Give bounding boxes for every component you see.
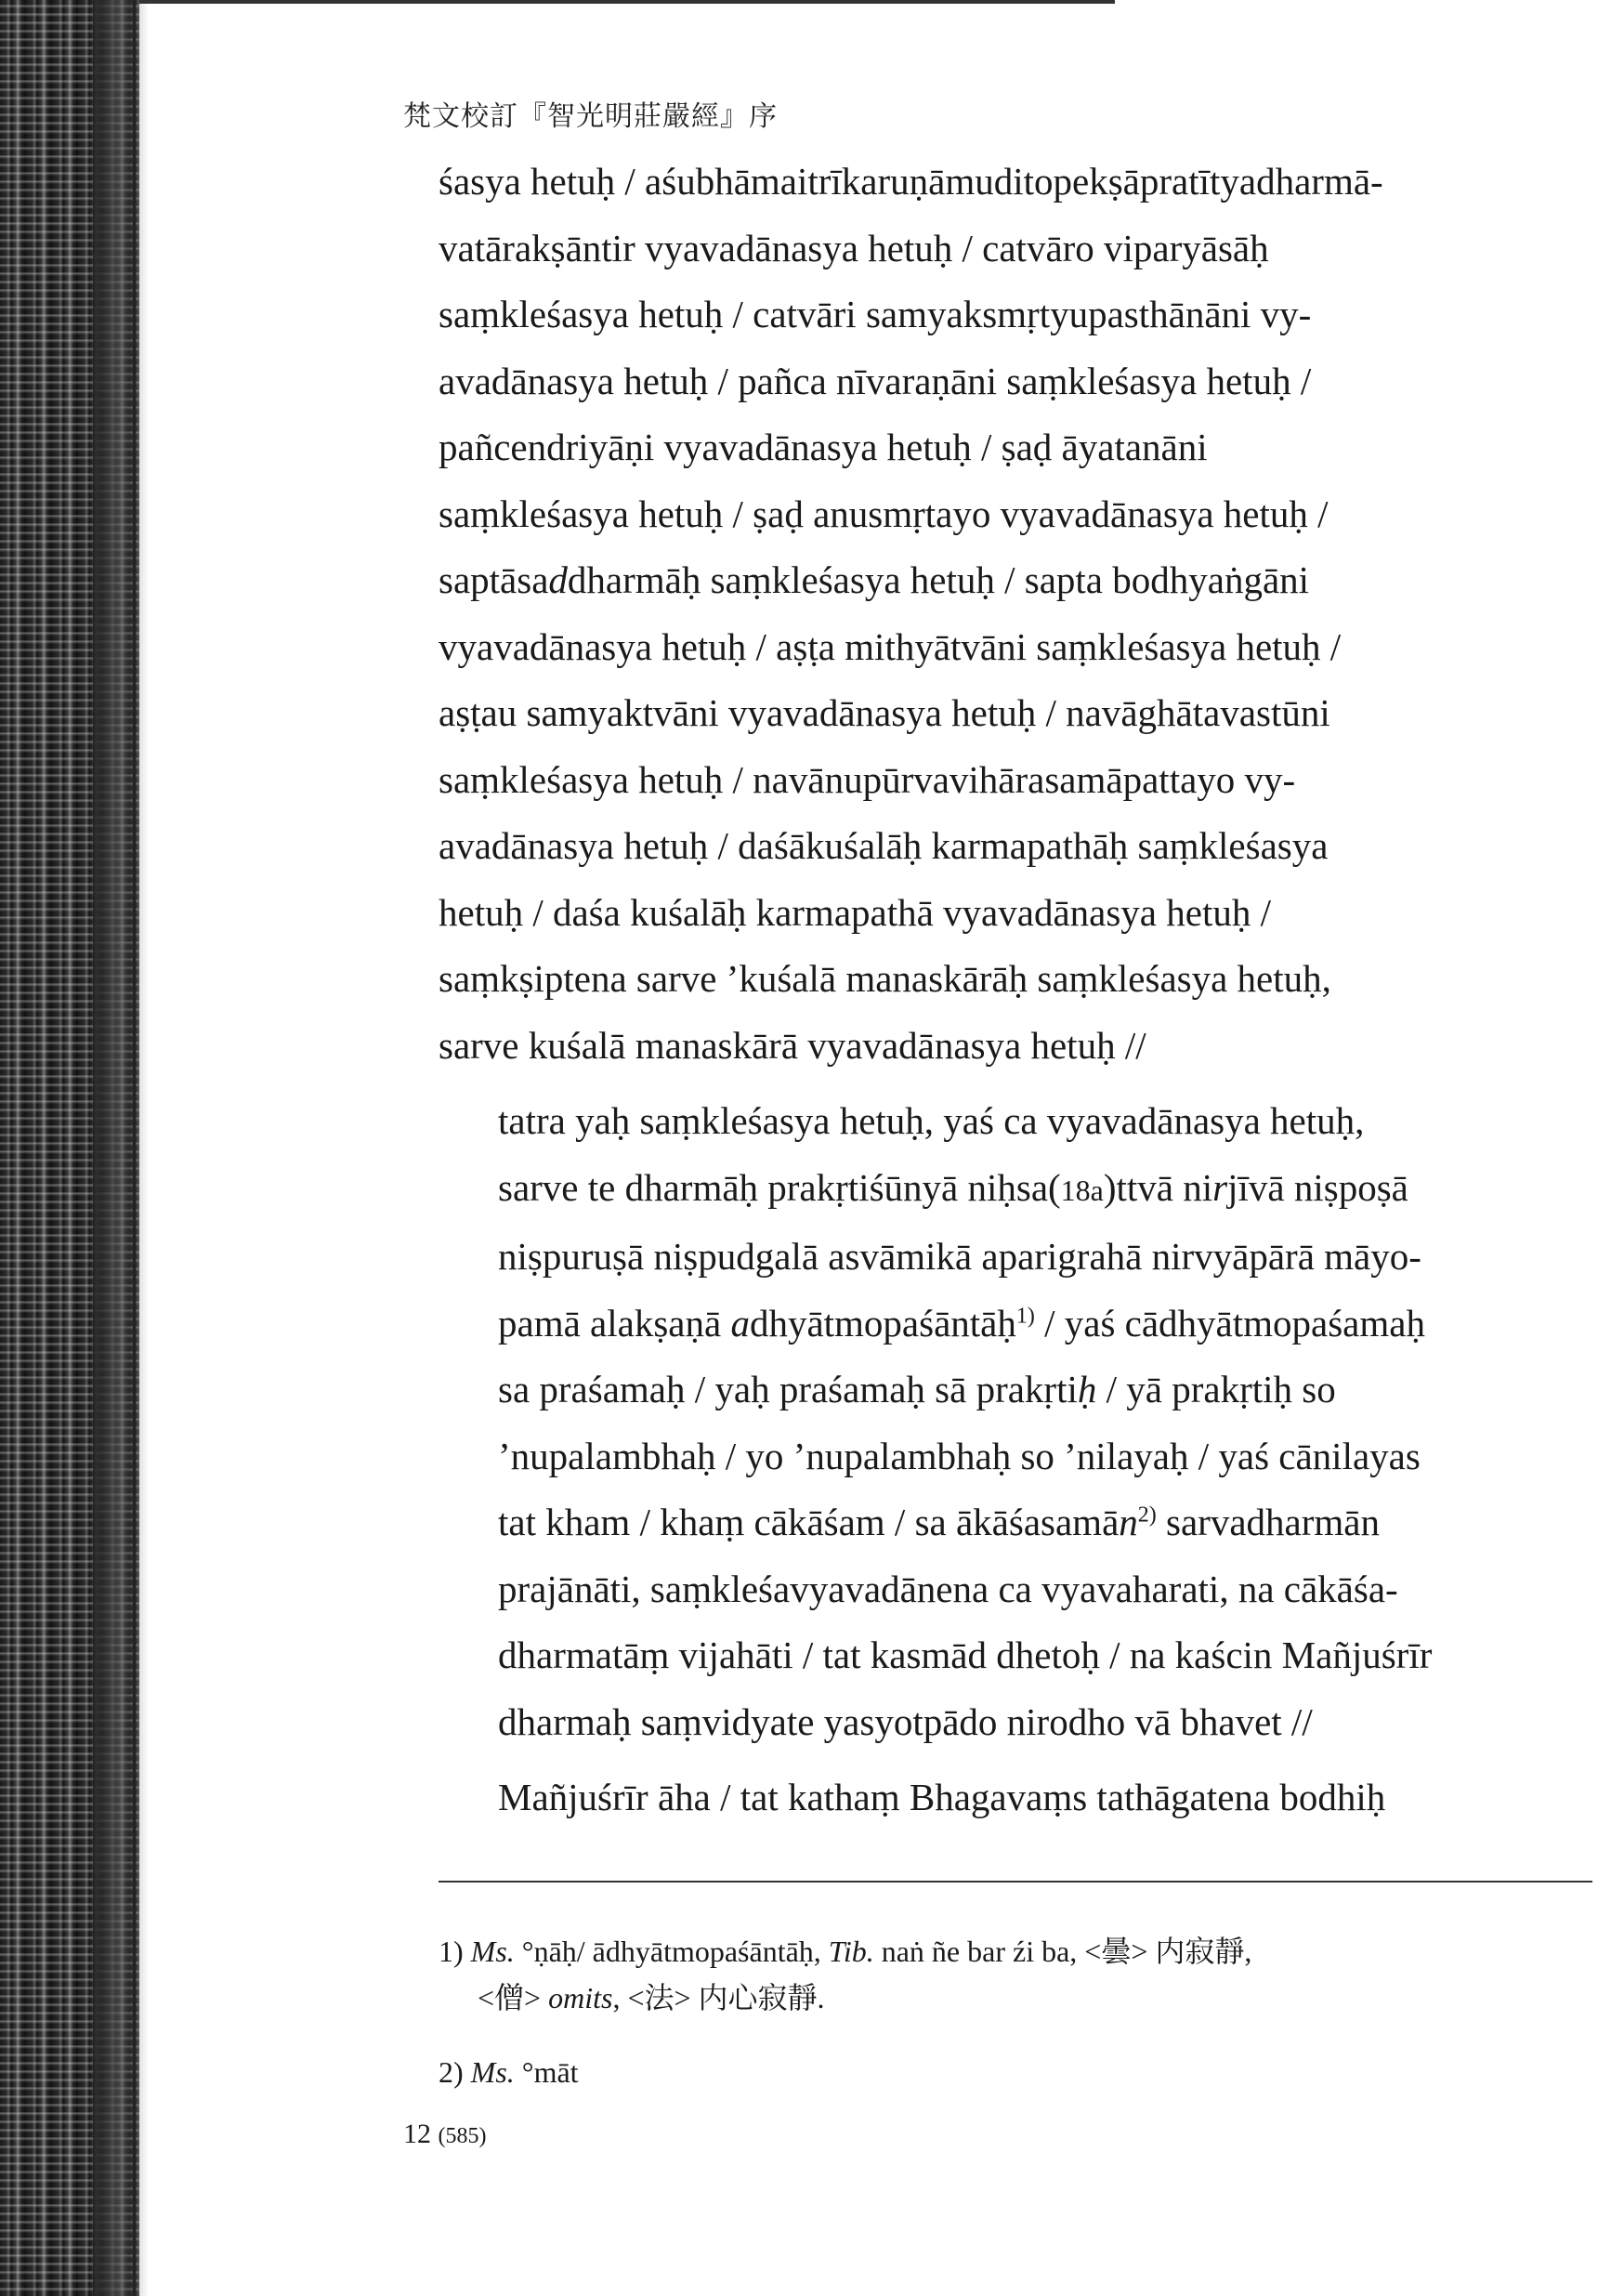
footnote-text: °māt — [514, 2055, 579, 2089]
text-line: dharmaḥ saṃvidyate yasyotpādo nirodho vā bhavet // — [498, 1699, 1313, 1743]
emendation: n — [1119, 1501, 1138, 1543]
text-fragment: jīvā niṣpoṣā — [1227, 1165, 1408, 1209]
footnote-text: naṅ ñe bar źi ba, <曇> 内寂靜, — [873, 1935, 1252, 1968]
text-line: saṃkleśasya hetuḥ / catvāri samyaksmṛtyupasthānāni vy- — [439, 293, 1312, 335]
page-number-original: (585) — [438, 2124, 487, 2148]
main-text — [439, 149, 1600, 1831]
emendation: r — [1212, 1165, 1228, 1209]
binding-shadow — [93, 0, 149, 2296]
footnote-1-continued — [439, 1975, 1592, 2021]
footnote-number: 1) — [439, 1935, 471, 1968]
footnote-text: <僧> — [478, 1981, 549, 2014]
text-line — [439, 1489, 1600, 1556]
text-line: ’nupalambhaḥ / yo ’nupalambhaḥ so ’nilayaḥ / yaś cānilayas — [498, 1434, 1421, 1477]
paragraph-2 — [439, 1088, 1600, 1755]
paragraph-3 — [439, 1765, 1600, 1831]
siglum: Ms. — [470, 2055, 515, 2089]
footnote-remark: omits — [548, 1981, 613, 2014]
text-fragment: sa praśamaḥ / yaḥ praśamaḥ sā prakṛti — [498, 1368, 1078, 1410]
footnotes — [439, 1928, 1592, 2095]
footnote-text: , <法> 内心寂靜. — [612, 1981, 825, 2014]
text-line: saṃkṣiptena sarve ’kuśalā manaskārāḥ saṃkleśasya hetuḥ, — [439, 957, 1331, 1000]
footnote-1 — [439, 1928, 1592, 1975]
text-fragment: saptāsa — [439, 558, 549, 601]
text-line: avadānasya hetuḥ / daśākuśalāḥ karmapathāḥ saṃkleśasya — [439, 824, 1329, 867]
top-edge-bar — [139, 0, 1115, 4]
text-line — [439, 1357, 1600, 1424]
text-line: avadānasya hetuḥ / pañca nīvaraṇāni saṃkleśasya hetuḥ / — [439, 359, 1312, 402]
footnote-divider — [439, 1881, 1592, 1883]
text-line: aṣṭau samyaktvāni vyavadānasya hetuḥ / navāghātavastūni — [439, 691, 1330, 734]
footnote-ref-1: 1) — [1015, 1303, 1035, 1328]
text-line: dharmatāṃ vijahāti / tat kasmād dhetoḥ / na kaścin Mañjuśrīr — [498, 1633, 1433, 1676]
text-line: sarve kuśalā manaskārā vyavadānasya hetuḥ // — [439, 1023, 1146, 1067]
text-line: prajānāti, saṃkleśavyavadānena ca vyavaharati, na cākāśa- — [498, 1567, 1398, 1610]
text-line — [439, 547, 1600, 614]
folio-marker: 18a — [1060, 1173, 1104, 1207]
siglum: Tib. — [828, 1935, 874, 1968]
emendation: a — [730, 1301, 750, 1345]
text-line: śasya hetuḥ / aśubhāmaitrīkaruṇāmuditopekṣāpratītyadharmā- — [439, 160, 1383, 203]
footnote-2 — [439, 2049, 1592, 2095]
text-line: tatra yaḥ saṃkleśasya hetuḥ, yaś ca vyavadānasya hetuḥ, — [498, 1099, 1365, 1142]
text-line — [439, 1155, 1600, 1225]
footnote-text: °ṇāḥ/ ādhyātmopaśāntāḥ, — [514, 1935, 829, 1968]
text-fragment: tat kham / khaṃ cākāśam / sa ākāśasamā — [498, 1501, 1120, 1543]
text-line: vyavadānasya hetuḥ / aṣṭa mithyātvāni saṃkleśasya hetuḥ / — [439, 624, 1342, 668]
page-edge-line — [133, 0, 136, 2296]
text-line: vatārakṣāntir vyavadānasya hetuḥ / catvāro viparyāsāḥ — [439, 226, 1269, 269]
text-line: niṣpuruṣā niṣpudgalā asvāmikā aparigrahā nirvyāpārā māyo- — [498, 1235, 1421, 1278]
text-line — [439, 1291, 1600, 1358]
text-line: hetuḥ / daśa kuśalāḥ karmapathā vyavadānasya hetuḥ / — [439, 890, 1271, 934]
paragraph-1 — [439, 149, 1600, 1079]
text-fragment: pamā alakṣaṇā — [498, 1301, 731, 1345]
siglum: Ms. — [470, 1935, 515, 1968]
text-fragment: )ttvā ni — [1103, 1165, 1213, 1209]
text-fragment: / yā prakṛtiḥ so — [1096, 1368, 1336, 1410]
page-number-main: 12 — [403, 2119, 431, 2149]
text-fragment: dharmāḥ saṃkleśasya hetuḥ / sapta bodhyaṅgāni — [567, 558, 1310, 601]
text-line: pañcendriyāṇi vyavadānasya hetuḥ / ṣaḍ āyatanāni — [439, 426, 1208, 468]
emendation: ḥ — [1077, 1368, 1097, 1410]
text-fragment: dhyātmopaśāntāḥ — [749, 1301, 1016, 1345]
running-header: 梵文校訂『智光明莊嚴經』序 — [403, 101, 778, 132]
text-fragment: sarvadharmān — [1156, 1501, 1380, 1543]
text-line: Mañjuśrīr āha / tat kathaṃ Bhagavaṃs tathāgatena bodhiḥ — [498, 1776, 1386, 1818]
footnote-ref-2: 2) — [1137, 1502, 1157, 1528]
footnote-number: 2) — [439, 2055, 471, 2089]
page-number — [403, 2119, 486, 2150]
text-line: saṃkleśasya hetuḥ / navānupūrvavihārasamāpattayo vy- — [439, 757, 1296, 801]
text-fragment: sarve te dharmāḥ prakṛtiśūnyā niḥsa( — [498, 1165, 1061, 1209]
text-fragment: / yaś cādhyātmopaśamaḥ — [1034, 1301, 1425, 1345]
emendation: d — [548, 558, 568, 601]
text-line: saṃkleśasya hetuḥ / ṣaḍ anusmṛtayo vyavadānasya hetuḥ / — [439, 492, 1329, 535]
